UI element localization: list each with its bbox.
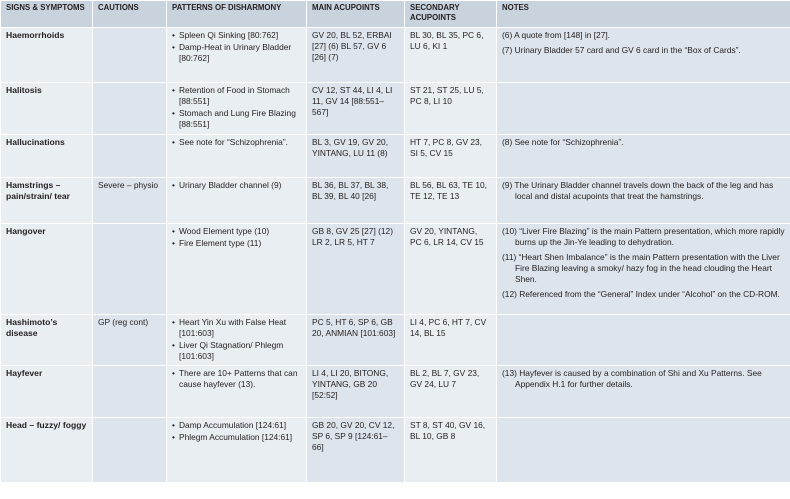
notes-cell <box>497 224 790 315</box>
secondary-acupoints-cell: ST 21, ST 25, LU 5, PC 8, LI 10 <box>405 83 497 135</box>
pattern-item: • Phlegm Accumulation [124:61] <box>172 432 301 443</box>
sign-cell: Hashimoto’s disease <box>1 315 93 366</box>
header-patterns: PATTERNS OF DISHARMONY <box>167 1 307 28</box>
pattern-item: • See note for “Schizophrenia”. <box>172 137 301 148</box>
table-row <box>1 224 790 315</box>
note: (7) Urinary Bladder 57 card and GV 6 card in the “Box of Cards”. <box>502 45 741 55</box>
caution-cell <box>93 28 167 83</box>
header-secondary-acupoints: SECONDARY ACUPOINTS <box>405 1 497 28</box>
secondary-acupoints-cell: BL 2, BL 7, GV 23, GV 24, LU 7 <box>405 366 497 418</box>
sign-cell: Halitosis <box>1 83 93 135</box>
main-acupoints-cell: GV 20, BL 52, ERBAI [27] (6) BL 57, GV 6 [26] (7) <box>307 28 405 83</box>
header-notes: NOTES <box>497 1 790 28</box>
table-row <box>1 418 790 483</box>
main-acupoints-cell: GB 8, GV 25 [27] (12) LR 2, LR 5, HT 7 <box>307 224 405 315</box>
pattern-item: • Urinary Bladder channel (9) <box>172 180 301 191</box>
caution-cell: GP (reg cont) <box>93 315 167 366</box>
patterns-cell <box>167 224 307 315</box>
table-row <box>1 83 790 135</box>
sign-cell: Hayfever <box>1 366 93 418</box>
sign-cell: Head – fuzzy/ foggy <box>1 418 93 483</box>
note: (11) “Heart Shen Imbalance” is the main Pattern presentation with the Liver Fire Blazing leaving a smoky/ hazy fog in the head clouding the Heart Shen. <box>502 252 780 284</box>
notes-cell <box>497 28 790 83</box>
caution-cell <box>93 83 167 135</box>
note: (8) See note for “Schizophrenia”. <box>502 137 624 147</box>
header-row <box>1 1 790 28</box>
notes-cell <box>497 315 790 366</box>
pattern-item: • Damp Accumulation [124:61] <box>172 420 301 431</box>
main-acupoints-cell: PC 5, HT 6, SP 6, GB 20, ANMIAN [101:603] <box>307 315 405 366</box>
caution-cell <box>93 418 167 483</box>
patterns-cell <box>167 135 307 178</box>
note: (13) Hayfever is caused by a combination of Shi and Xu Patterns. See Appendix H.1 for further details. <box>502 368 762 389</box>
patterns-cell <box>167 28 307 83</box>
sign-cell: Hangover <box>1 224 93 315</box>
pattern-item: • Retention of Food in Stomach [88:551] <box>172 85 301 107</box>
caution-cell: Severe – physio <box>93 178 167 224</box>
patterns-cell <box>167 178 307 224</box>
table-row <box>1 366 790 418</box>
notes-cell <box>497 418 790 483</box>
secondary-acupoints-cell: ST 8, ST 40, GV 16, BL 10, GB 8 <box>405 418 497 483</box>
note: (9) The Urinary Bladder channel travels down the back of the leg and has local and distal acupoints that treat the hamstrings. <box>502 180 774 201</box>
pattern-item: • Spleen Qi Sinking [80:762] <box>172 30 301 41</box>
patterns-cell <box>167 315 307 366</box>
patterns-cell <box>167 83 307 135</box>
pattern-item: • Liver Qi Stagnation/ Phlegm [101:603] <box>172 340 301 362</box>
header-signs: SIGNS & SYMPTOMS <box>1 1 93 28</box>
note: (6) A quote from [148] in [27]. <box>502 30 611 40</box>
pattern-item: • Damp-Heat in Urinary Bladder [80:762] <box>172 42 301 64</box>
secondary-acupoints-cell: BL 30, BL 35, PC 6, LU 6, KI 1 <box>405 28 497 83</box>
pattern-item: • Wood Element type (10) <box>172 226 301 237</box>
notes-cell <box>497 135 790 178</box>
patterns-cell <box>167 366 307 418</box>
secondary-acupoints-cell: GV 20, YINTANG, PC 6, LR 14, CV 15 <box>405 224 497 315</box>
pattern-item: • There are 10+ Patterns that can cause hayfever (13). <box>172 368 301 390</box>
sign-cell: Haemorrhoids <box>1 28 93 83</box>
table-row <box>1 135 790 178</box>
sign-cell: Hamstrings – pain/strain/ tear <box>1 178 93 224</box>
notes-cell <box>497 178 790 224</box>
secondary-acupoints-cell: HT 7, PC 8, GV 23, SI 5, CV 15 <box>405 135 497 178</box>
table-row <box>1 178 790 224</box>
main-acupoints-cell: BL 36, BL 37, BL 38, BL 39, BL 40 [26] <box>307 178 405 224</box>
pattern-item: • Stomach and Lung Fire Blazing [88:551] <box>172 108 301 130</box>
main-acupoints-cell: GB 20, GV 20, CV 12, SP 6, SP 9 [124:61–66] <box>307 418 405 483</box>
notes-cell <box>497 83 790 135</box>
pattern-item: • Heart Yin Xu with False Heat [101:603] <box>172 317 301 339</box>
sign-cell: Hallucinations <box>1 135 93 178</box>
note: (12) Referenced from the “General” Index under “Alcohol” on the CD-ROM. <box>502 289 780 299</box>
caution-cell <box>93 224 167 315</box>
header-cautions: CAUTIONS <box>93 1 167 28</box>
pattern-item: • Fire Element type (11) <box>172 238 301 249</box>
table-row <box>1 315 790 366</box>
caution-cell <box>93 366 167 418</box>
secondary-acupoints-cell: LI 4, PC 6, HT 7, CV 14, BL 15 <box>405 315 497 366</box>
table-row <box>1 28 790 83</box>
notes-cell <box>497 366 790 418</box>
main-acupoints-cell: BL 3, GV 19, GV 20, YINTANG, LU 11 (8) <box>307 135 405 178</box>
header-main-acupoints: MAIN ACUPOINTS <box>307 1 405 28</box>
main-acupoints-cell: LI 4, LI 20, BITONG, YINTANG, GB 20 [52:52] <box>307 366 405 418</box>
note: (10) “Liver Fire Blazing” is the main Pattern presentation, which more rapidly burns up the Jin-Ye leading to dehydration. <box>502 226 785 247</box>
caution-cell <box>93 135 167 178</box>
main-acupoints-cell: CV 12, ST 44, LI 4, LI 11, GV 14 [88:551–567] <box>307 83 405 135</box>
patterns-cell <box>167 418 307 483</box>
secondary-acupoints-cell: BL 56, BL 63, TE 10, TE 12, TE 13 <box>405 178 497 224</box>
